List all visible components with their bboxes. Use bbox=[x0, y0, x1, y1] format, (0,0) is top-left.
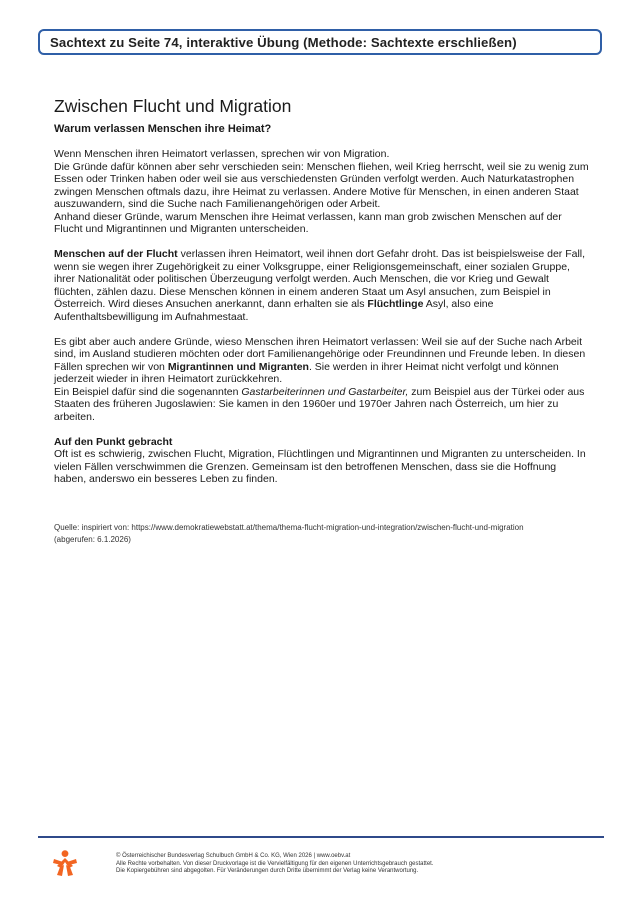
text-line: Asyl, also eine bbox=[423, 298, 494, 310]
article-title: Zwischen Flucht und Migration bbox=[54, 96, 292, 116]
paragraph-intro bbox=[54, 148, 606, 236]
text-line: Wenn Menschen ihren Heimatort verlassen, sprechen wir von Migration. bbox=[54, 148, 390, 160]
source-note bbox=[54, 522, 606, 546]
text-line: . Sie werden in ihrer Heimat nicht verfolgt und können bbox=[308, 360, 559, 373]
text-line: haben, anderswo ein besseres Leben zu finden. bbox=[54, 473, 278, 485]
text-line: flüchten, zählen dazu. Diese Menschen können in einem anderen Staat um Asyl ansuchen, zum Beispiel in bbox=[54, 285, 551, 298]
text-line: Essen oder Trinken haben oder weil sie aus verschiedensten Gründen verfolgt werden. Auch Naturkatastrophen bbox=[54, 173, 575, 185]
term-fluechtlinge: Flüchtlinge bbox=[367, 298, 424, 310]
text-line: Es gibt aber auch andere Gründe, wieso Menschen ihren Heimatort verlassen: Weil sie auf der Suche nach Arbeit bbox=[54, 335, 583, 348]
term-migrantinnen-und-migranten: Migrantinnen und Migranten bbox=[167, 360, 309, 373]
text-line: Fällen sprechen wir von bbox=[54, 360, 168, 373]
article-subtitle: Warum verlassen Menschen ihre Heimat? bbox=[54, 123, 272, 135]
footer-text bbox=[116, 853, 434, 876]
text-line: wenn sie wegen ihrer Zugehörigkeit zu einer Volksgruppe, einer Religionsgemeinschaft, einer sozialen Gruppe, bbox=[54, 260, 570, 273]
footer-copyright: © Österreichischer Bundesverlag Schulbuch GmbH & Co. KG, Wien 2026 | www.oebv.at bbox=[116, 853, 351, 859]
text-line: Oft ist es schwierig, zwischen Flucht, Migration, Flüchtlingen und Migrantinnen und Migranten zu unterscheiden. In bbox=[54, 448, 586, 460]
text-line: vielen Fällen verschwimmen die Grenzen. Gemeinsam ist den betroffenen Menschen, dass sie die Hoffnung bbox=[54, 460, 557, 473]
paragraph-migration bbox=[54, 336, 606, 424]
header-title: Sachtext zu Seite 74, interaktive Übung (Methode: Sachtexte erschließen) bbox=[50, 34, 517, 50]
text-line: Staaten des früheren Jugoslawien: Sie kamen in den 1960er und 1970er Jahren nach Österreich, um hier zu bbox=[54, 398, 559, 410]
text-line: sind, im Ausland studieren möchten oder dort Familienangehörige oder Freundinnen und Freunde leben. In diesen bbox=[54, 348, 586, 360]
paragraph-flucht bbox=[54, 248, 606, 323]
footer-disclaimer: Die Kopiergebühren sind abgegolten. Für Veränderungen durch Dritte übernimmt der Verlag keine Verantwortung. bbox=[116, 868, 419, 875]
text-line: verlassen ihren Heimatort, weil ihnen dort Gefahr droht. Das ist beispielsweise der Fall, bbox=[177, 248, 586, 260]
source-url: inspiriert von: https://www.demokratiewebstatt.at/thema/thema-flucht-migration-und-integration/zwischen-flucht-und-migration bbox=[81, 522, 524, 532]
text-line: ihrer Nationalität oder politischen Überzeugung verfolgt werden. Auch Menschen, die vor Krieg und Gewalt bbox=[54, 273, 549, 285]
text-line: arbeiten. bbox=[54, 410, 95, 423]
text-line: Ein Beispiel dafür sind die sogenannten bbox=[54, 385, 242, 398]
text-line: auszuwandern, sind die Suche nach Familienangehörigen oder Arbeit. bbox=[54, 198, 381, 210]
term-menschen-auf-der-flucht: Menschen auf der Flucht bbox=[54, 248, 178, 260]
text-line: Flucht und Migrantinnen und Migranten unterscheiden. bbox=[54, 223, 309, 235]
summary-heading: Auf den Punkt gebracht bbox=[54, 435, 173, 448]
text-line: Die Gründe dafür können aber sehr verschieden sein: Menschen fliehen, weil Krieg herrscht, weil sie zu wenig zum bbox=[54, 160, 589, 173]
text-line: Anhand dieser Gründe, warum Menschen ihre Heimat verlassen, kann man grob zwischen Menschen auf der bbox=[54, 210, 562, 223]
text-line: Aufenthaltsbewilligung im Aufnahmestaat. bbox=[54, 310, 249, 323]
term-gastarbeiter: Gastarbeiterinnen und Gastarbeiter, bbox=[241, 385, 409, 398]
source-label: Quelle: bbox=[54, 522, 80, 532]
paragraph-summary bbox=[54, 436, 606, 486]
text-line: zum Beispiel aus der Türkei oder aus bbox=[408, 385, 585, 398]
text-line: jederzeit wieder in ihren Heimatort zurückkehren. bbox=[54, 373, 283, 385]
text-line: zwingen Menschen oftmals dazu, ihre Heimat zu verlassen. Andere Motive für Menschen, in einen anderen Staat bbox=[54, 185, 579, 198]
footer-divider bbox=[38, 836, 604, 838]
source-date: (abgerufen: 6.1.2026) bbox=[54, 534, 131, 544]
publisher-logo-icon bbox=[51, 850, 79, 878]
footer-rights: Alle Rechte vorbehalten. Von dieser Druckvorlage ist die Vervielfältigung für den eigenen Unterrichtsgebrauch gestattet. bbox=[116, 860, 434, 867]
article bbox=[54, 96, 606, 546]
text-line: Österreich. Wird dieses Ansuchen anerkannt, dann erhalten sie als bbox=[54, 298, 368, 310]
header-box bbox=[38, 29, 602, 55]
